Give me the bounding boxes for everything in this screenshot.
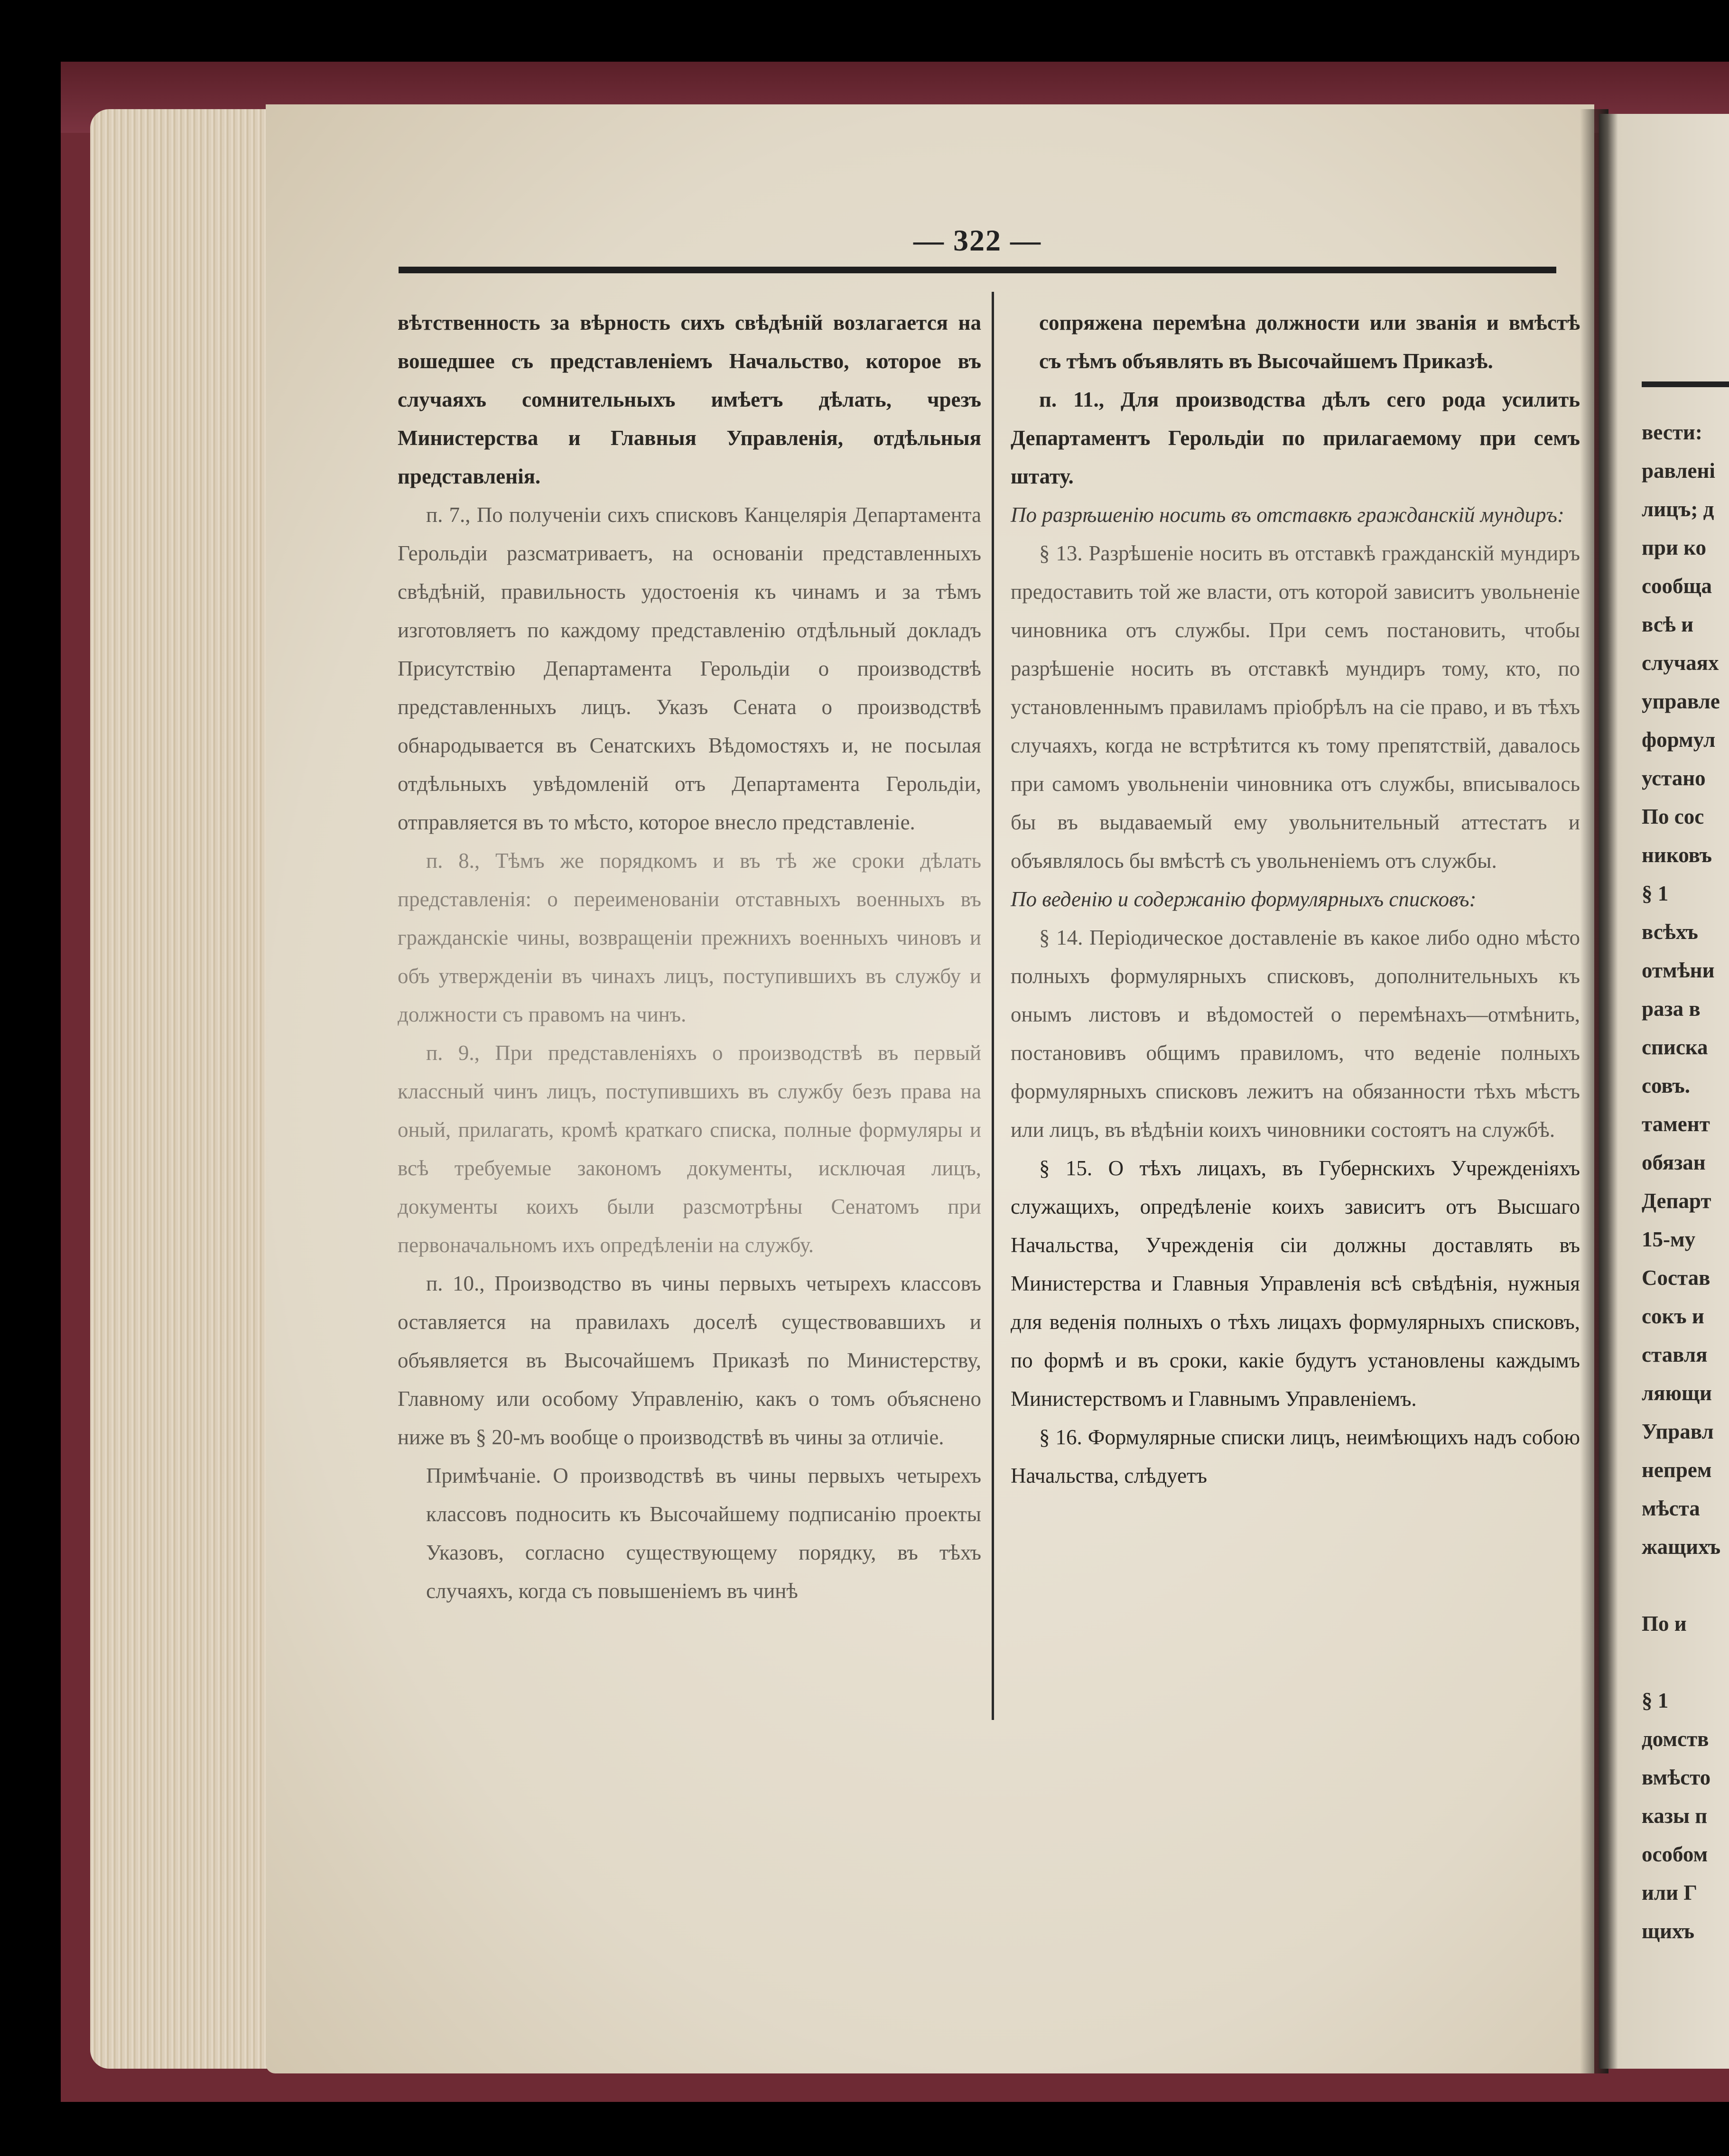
- header-rule: [399, 267, 1556, 273]
- right-page-line: домств: [1642, 1727, 1709, 1751]
- paragraph: § 13. Разрѣшеніе носить въ отставкѣ гражданскій мундиръ предоставить той же власти, отъ которой зависитъ увольненіе чиновника отъ службы. При семъ постановить, чтобы разрѣшеніе носить въ отставкѣ мундиръ тому, кто, по установленнымъ правиламъ пріобрѣлъ на сіе право, и въ тѣхъ случаяхъ, когда не встрѣтится къ тому препятствій, давалось при самомъ увольненіи чиновника отъ службы, вписывалось бы въ выдаваемый ему увольнительный аттестатъ и объявлялось бы вмѣстѣ съ увольненіемъ отъ службы.: [1011, 541, 1580, 873]
- right-page-line: непрем: [1642, 1458, 1712, 1482]
- right-page-line: щихъ: [1642, 1919, 1694, 1943]
- page-header: [399, 223, 1556, 275]
- section-heading: По разрѣшенію носить въ отставкѣ гражданскій мундиръ:: [1011, 503, 1564, 527]
- right-page-line: обязан: [1642, 1151, 1706, 1174]
- right-page-line: § 1: [1642, 1689, 1669, 1712]
- right-page-line: 15-му: [1642, 1227, 1696, 1251]
- paragraph: п. 9., При представленіяхъ о производствѣ въ первый классный чинъ лицъ, поступившихъ въ службу безъ права на оный, прилагать, кромѣ краткаго списка, полные формуляры и всѣ требуемые закономъ документы, исключая лицъ, документы коихъ были разсмотрѣны Сенатомъ при первоначальномъ ихъ опредѣленіи на службу.: [398, 1041, 981, 1257]
- right-page-line: По сос: [1642, 805, 1704, 828]
- right-page-line: Состав: [1642, 1266, 1710, 1290]
- right-page-line: особом: [1642, 1842, 1708, 1866]
- right-page-line: жащихъ: [1642, 1535, 1721, 1559]
- right-page-line: совъ.: [1642, 1074, 1691, 1097]
- paragraph: Примѣчаніе. О производствѣ въ чины первыхъ четырехъ классовъ подносить къ Высочайшему подписанію проекты Указовъ, согласно существующему порядку, въ тѣхъ случаяхъ, когда съ повышеніемъ въ чинѣ: [426, 1464, 981, 1603]
- right-page-line: всѣ и: [1642, 613, 1694, 636]
- right-page-line: раза в: [1642, 997, 1701, 1021]
- right-page-line: формул: [1642, 728, 1716, 752]
- right-page-line: ляющи: [1642, 1381, 1712, 1405]
- paragraph: п. 10., Производство въ чины первыхъ четырехъ классовъ оставляется на правилахъ доселѣ существовавшихъ и объявляется въ Высочайшемъ Приказѣ по Министерству, Главному или особому Управленію, какъ о томъ объяснено ниже въ § 20-мъ вообще о производствѣ въ чины за отличіе.: [398, 1272, 981, 1449]
- right-page-fragment: [1599, 114, 1729, 2069]
- right-page-header-rule: [1642, 381, 1729, 387]
- section-heading: По веденію и содержанію формулярныхъ списковъ:: [1011, 887, 1477, 911]
- right-page-line: Управл: [1642, 1420, 1714, 1443]
- right-page-line: вести:: [1642, 420, 1702, 444]
- paragraph: п. 7., По полученіи сихъ списковъ Канцелярія Департамента Герольдіи разсматриваетъ, на основаніи представленныхъ свѣдѣній, правильность удостоенія къ чинамъ и за тѣмъ изготовляетъ по каждому представленію отдѣльный докладъ Присутствію Департамента Герольдіи о производствѣ представленныхъ лицъ. Указъ Сената о производствѣ обнародывается въ Сенатскихъ Вѣдомостяхъ и, не посылая отдѣльныхъ увѣдомленій отъ Департамента Герольдіи, отправляется въ то мѣсто, которое внесло представленіе.: [398, 503, 981, 834]
- right-page-line: сообща: [1642, 574, 1712, 598]
- paragraph: § 14. Періодическое доставленіе въ какое либо одно мѣсто полныхъ формулярныхъ списковъ, дополнительныхъ къ онымъ листовъ и вѣдомостей о перемѣнахъ—отмѣнить, постановивъ общимъ правиломъ, что веденіе полныхъ формулярныхъ списковъ лежитъ на обязанности тѣхъ мѣстъ или лицъ, въ вѣдѣніи коихъ чиновники состоятъ на службѣ.: [1011, 926, 1580, 1142]
- left-text-column: [398, 304, 981, 1610]
- right-page-line: лицъ; д: [1642, 497, 1714, 521]
- paragraph: § 15. О тѣхъ лицахъ, въ Губернскихъ Учрежденіяхъ служащихъ, опредѣленіе коихъ зависитъ отъ Высшаго Начальства, Учрежденія сіи должны доставлять въ Министерства и Главныя Управленія всѣ свѣдѣнія, нужныя для веденія полныхъ о тѣхъ лицахъ формулярныхъ списковъ, по формѣ и въ сроки, какіе будутъ установлены каждымъ Министерствомъ и Главнымъ Управленіемъ.: [1011, 1156, 1580, 1411]
- right-page-line: управле: [1642, 689, 1720, 713]
- right-page-line: никовъ: [1642, 843, 1712, 867]
- right-page-line: тамент: [1642, 1112, 1710, 1136]
- paragraph: п. 8., Тѣмъ же порядкомъ и въ тѣ же сроки дѣлать представленія: о переименованіи отставныхъ военныхъ въ гражданскіе чины, возвращеніи прежнихъ военныхъ чиновъ и объ утвержденіи въ чинахъ лицъ, поступившихъ въ службу и должности съ правомъ на чинъ.: [398, 849, 981, 1026]
- paragraph: § 16. Формулярные списки лицъ, неимѣющихъ надъ собою Начальства, слѣдуетъ: [1011, 1425, 1580, 1487]
- right-page-line: отмѣни: [1642, 958, 1715, 982]
- right-page-line: казы п: [1642, 1804, 1708, 1828]
- right-page-line: при ко: [1642, 536, 1706, 559]
- paragraph: п. 11., Для производства дѣлъ сего рода усилить Департаментъ Герольдіи по прилагаемому при семъ штату.: [1011, 388, 1580, 488]
- paragraph: сопряжена перемѣна должности или званія и вмѣстѣ съ тѣмъ объявлять въ Высочайшемъ Приказѣ.: [1039, 311, 1580, 373]
- right-page-line: мѣста: [1642, 1496, 1700, 1520]
- right-page-line: По и: [1642, 1612, 1687, 1636]
- right-page-line: сокъ и: [1642, 1304, 1704, 1328]
- right-page-line: списка: [1642, 1035, 1708, 1059]
- right-page-line: устано: [1642, 766, 1706, 790]
- page-stack-edge: [90, 109, 289, 2069]
- paragraph: вѣтственность за вѣрность сихъ свѣдѣній возлагается на вошедшее съ представленіемъ Начальство, которое въ случаяхъ сомнительныхъ имѣетъ дѣлать, чрезъ Министерства и Главныя Управленія, отдѣльныя представленія.: [398, 311, 981, 488]
- right-page-line: вмѣсто: [1642, 1766, 1711, 1789]
- right-page-line: равлені: [1642, 459, 1715, 483]
- right-page-line: случаях: [1642, 651, 1719, 675]
- right-text-column: [1011, 304, 1580, 1495]
- right-page-line: или Г: [1642, 1881, 1697, 1905]
- right-page-line: Департ: [1642, 1189, 1711, 1213]
- right-page-line: всѣхъ: [1642, 920, 1698, 944]
- page-number: — 322 —: [913, 223, 1041, 257]
- right-page-line: § 1: [1642, 882, 1669, 905]
- right-page-line: ставля: [1642, 1343, 1708, 1366]
- column-separator: [992, 292, 994, 1720]
